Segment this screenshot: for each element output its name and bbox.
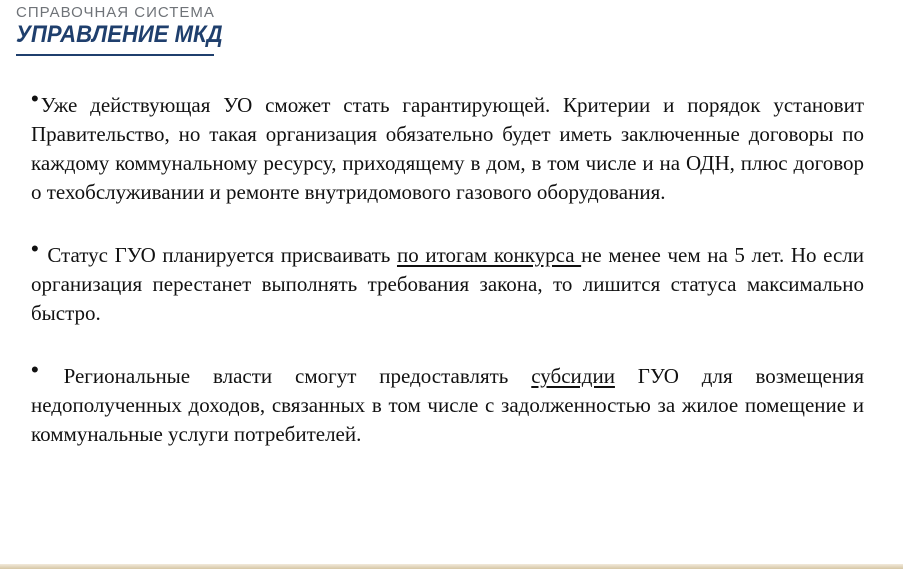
paragraph-text: Статус ГУО планируется присваивать — [40, 243, 397, 267]
bullet-icon: • — [31, 357, 39, 382]
bullet-icon: • — [31, 86, 39, 111]
logo-underline — [16, 54, 214, 56]
list-item — [31, 236, 864, 328]
logo-title: УПРАВЛЕНИЕ МКД — [16, 21, 223, 48]
paragraph-text: ГУО для возмещения недополученных доходов, связанных в том числе с задолженностью за жилое помещение и коммунальные услуги потребителей. — [31, 364, 864, 446]
footer-bar — [0, 564, 903, 569]
list-item — [31, 86, 864, 207]
underlined-phrase: субсидии — [531, 364, 615, 388]
underlined-phrase: по итогам конкурса — [396, 243, 582, 267]
paragraph-text: Региональные власти смогут предоставлять — [40, 364, 532, 388]
paragraph-text: не менее чем на 5 лет. Но если организация перестанет выполнять требования закона, то лишится статуса максимально быстро. — [31, 243, 864, 325]
list-item — [31, 357, 864, 449]
bullet-icon: • — [31, 236, 39, 261]
logo-subtitle: СПРАВОЧНАЯ СИСТЕМА — [16, 4, 215, 21]
brand-logo — [16, 4, 223, 48]
bullet-list — [31, 86, 864, 449]
paragraph-text: Уже действующая УО сможет стать гарантирующей. Критерии и порядок установит Правительство, но такая организация обязательно будет иметь заключенные договоры по каждому коммунальному ресурсу, приходящему в дом, в том числе и на ОДН, плюс договор о техобслуживании и ремонте внутридомового газового оборудования. — [31, 93, 864, 204]
